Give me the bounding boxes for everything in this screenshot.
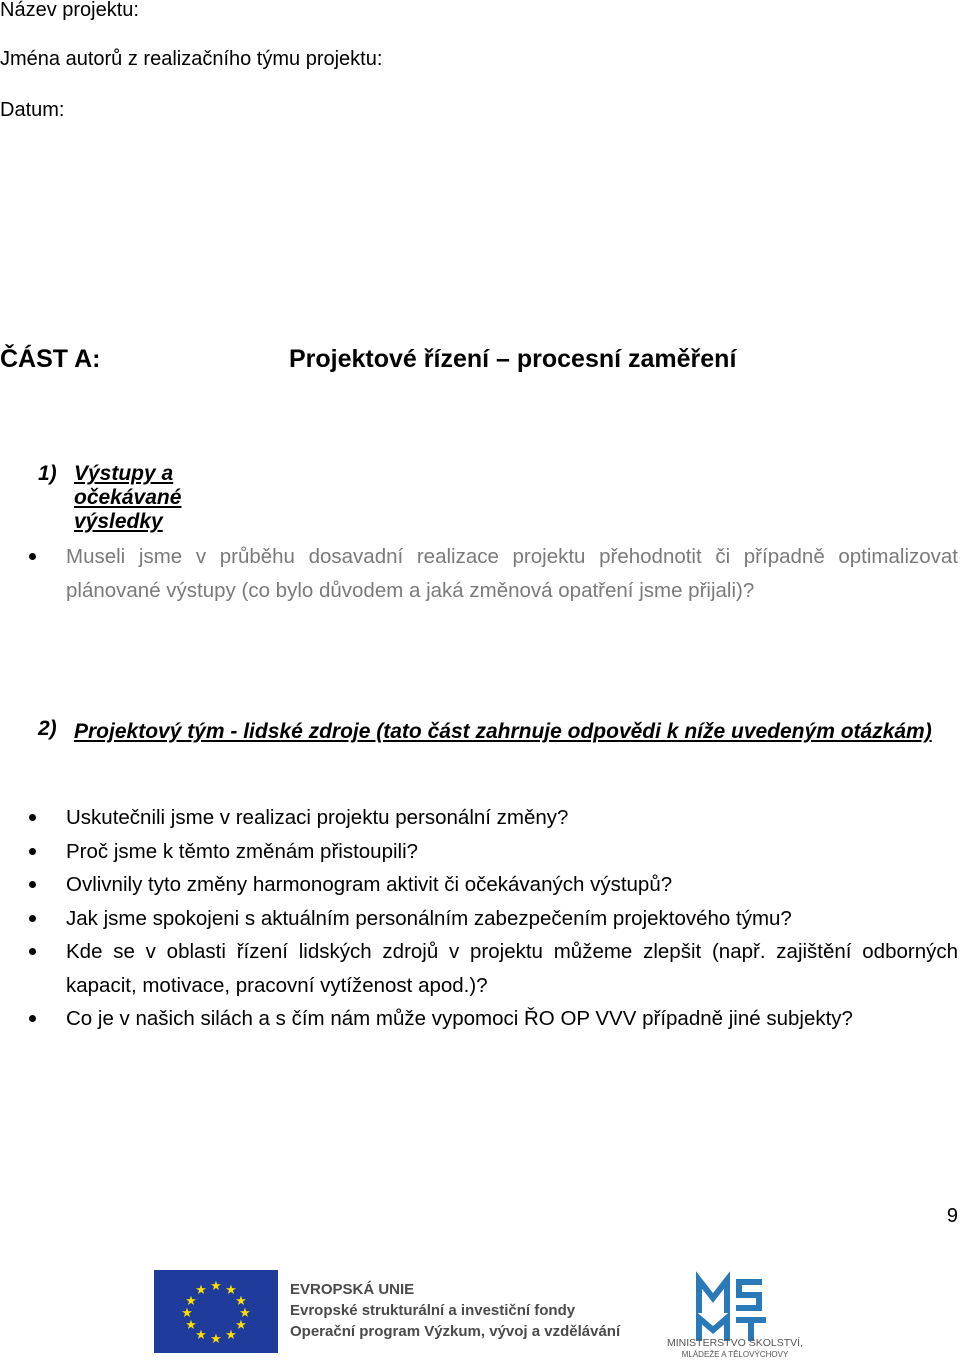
list-item [0,801,960,835]
svg-text:★: ★ [235,1294,247,1309]
eu-flag-icon [154,1270,278,1353]
section2-question-list [0,801,960,1036]
eu-program: Operační program Výzkum, vývoj a vzdělávání [290,1323,621,1340]
bullet-icon [29,1015,36,1022]
footer-logos [0,1262,960,1362]
bullet-icon [29,848,36,855]
bullet-icon [29,881,36,888]
svg-text:★: ★ [181,1306,193,1321]
section1-number: 1) [38,462,57,485]
authors-label: Jména autorů z realizačního týmu projektu: [0,48,383,70]
question-text: Uskutečnili jsme v realizaci projektu personální změny? [66,806,569,829]
section1-title: Výstupy a očekávané výsledky [74,462,182,533]
date-label: Datum: [0,99,65,121]
part-label: ČÁST A: [0,345,101,373]
question-text: Co je v našich silách a s čím nám může vypomoci ŘO OP VVV případně jiné subjekty? [66,1007,853,1030]
question-text: Proč jsme k těmto změnám přistoupili? [66,839,419,863]
svg-text:★: ★ [185,1318,197,1333]
bullet-icon [29,915,36,922]
question-text: Museli jsme v průběhu dosavadní realizace projektu přehodnotit či případně optimalizovat plánované výstupy (co bylo důvodem a jaká změnová opatření jsme přijali)? [66,545,958,602]
svg-text:★: ★ [210,1332,222,1347]
question-text: Ovlivnily tyto změny harmonogram aktivit či očekávaných výstupů? [66,873,673,896]
svg-text:★: ★ [225,1328,237,1343]
bullet-icon [29,553,36,560]
section2-number: 2) [38,717,57,740]
msmt-line1: MINISTERSTVO ŠKOLSTVÍ, [667,1337,803,1349]
eu-subtitle: Evropské strukturální a investiční fondy [290,1302,576,1319]
bullet-icon [29,814,36,821]
svg-text:★: ★ [195,1328,207,1343]
project-name-label: Název projektu: [0,0,139,21]
eu-text-block [290,1279,650,1342]
svg-text:★: ★ [235,1318,247,1333]
list-item [0,835,960,869]
part-title: Projektové řízení – procesní zaměření [289,345,737,373]
svg-text:★: ★ [185,1294,197,1309]
svg-text:★: ★ [210,1279,222,1294]
question-text: Kde se v oblasti řízení lidských zdrojů v projektu můžeme zlepšit (např. zajištění odborných kapacit, motivace, pracovní vytíženost apod.)? [66,940,958,997]
page-number: 9 [946,1205,958,1227]
list-item [0,935,960,1002]
section2-title: Projektový tým - lidské zdroje (tato část zahrnuje odpovědi k níže uvedeným otázkám) [74,720,932,743]
msmt-line2: MLÁDEŽE A TĚLOVÝCHOVY [681,1350,789,1359]
part-heading [0,345,960,381]
svg-text:★: ★ [195,1283,207,1298]
msmt-logo [655,1268,815,1360]
list-item [0,540,960,607]
list-item [0,1002,960,1036]
list-item [0,902,960,936]
eu-title: EVROPSKÁ UNIE [290,1281,415,1298]
svg-text:★: ★ [225,1283,237,1298]
section1-question-list [0,540,960,607]
question-text: Jak jsme spokojeni s aktuálním personálním zabezpečením projektového týmu? [66,906,792,930]
bullet-icon [29,948,36,955]
svg-text:★: ★ [239,1306,251,1321]
list-item [0,868,960,902]
